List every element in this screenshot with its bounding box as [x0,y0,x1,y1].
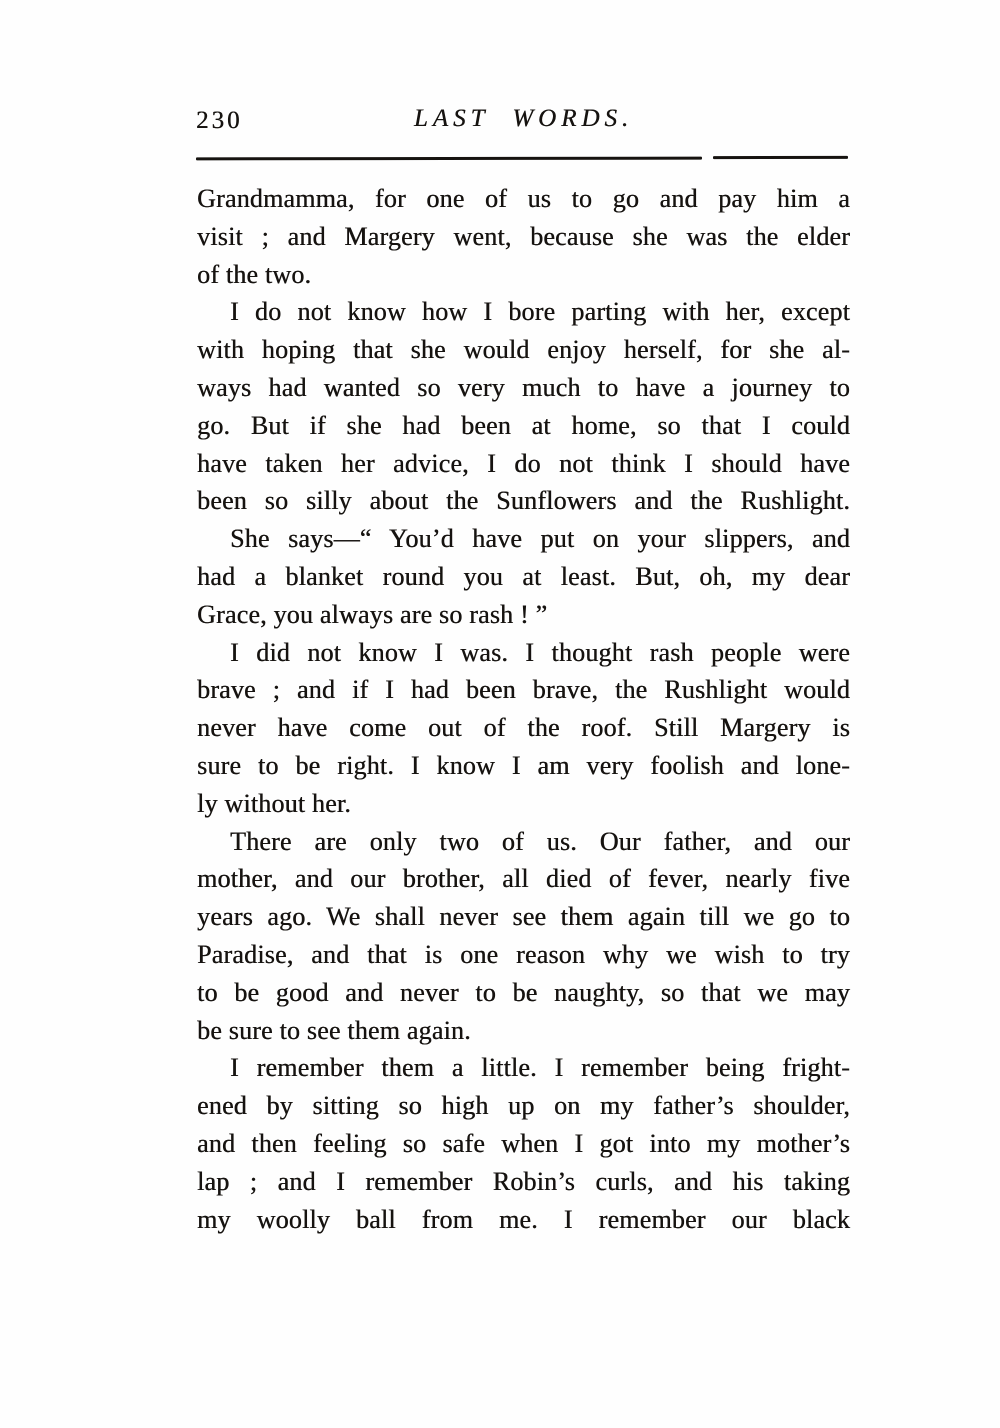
text-line: I do not know how I bore parting with her, except [230,297,850,327]
text-line: sure to be right. I know I am very foolish and lone- [197,750,850,780]
text-line: to be good and never to be naughty, so that we may [197,977,850,1007]
text-line: She says—“ You’d have put on your slippers, and [230,524,850,554]
text-line: lap ; and I remember Robin’s curls, and his taking [197,1166,850,1196]
text-line: had a blanket round you at least. But, oh, my dear [197,561,850,591]
page-text [197,180,850,1238]
text-line: been so silly about the Sunflowers and the Rushlight. [197,486,850,516]
text-line: brave ; and if I had been brave, the Rushlight would [197,675,850,705]
text-line: visit ; and Margery went, because she was the elder [197,221,850,251]
text-line: my woolly ball from me. I remember our black [197,1204,850,1234]
text-line: mother, and our brother, all died of fever, nearly five [197,864,850,894]
text-line: Grace, you always are so rash ! ” [197,599,548,629]
text-line: with hoping that she would enjoy herself, for she al- [197,335,850,365]
text-line: years ago. We shall never see them again till we go to [197,902,850,932]
text-line: There are only two of us. Our father, and our [230,826,850,856]
text-line: I remember them a little. I remember being fright- [230,1053,850,1083]
text-line: and then feeling so safe when I got into my mother’s [197,1128,850,1158]
text-line: ly without her. [197,788,351,818]
header-rule-right [713,156,848,159]
page-number: 230 [196,107,243,134]
text-line: go. But if she had been at home, so that I could [197,410,850,440]
text-line: Paradise, and that is one reason why we wish to try [197,939,850,969]
header-rule-left [196,157,702,161]
text-line: Grandmamma, for one of us to go and pay him a [197,184,850,213]
text-line: ened by sitting so high up on my father’s shoulder, [197,1091,850,1121]
running-title: LAST WORDS. [413,105,634,132]
text-line: be sure to see them again. [197,1015,471,1045]
text-line: of the two. [197,259,312,289]
text-line: have taken her advice, I do not think I should have [197,448,850,478]
text-line: ways had wanted so very much to have a journey to [197,372,850,402]
text-line: never have come out of the roof. Still Margery is [197,713,850,743]
text-line: I did not know I was. I thought rash people were [230,637,850,667]
